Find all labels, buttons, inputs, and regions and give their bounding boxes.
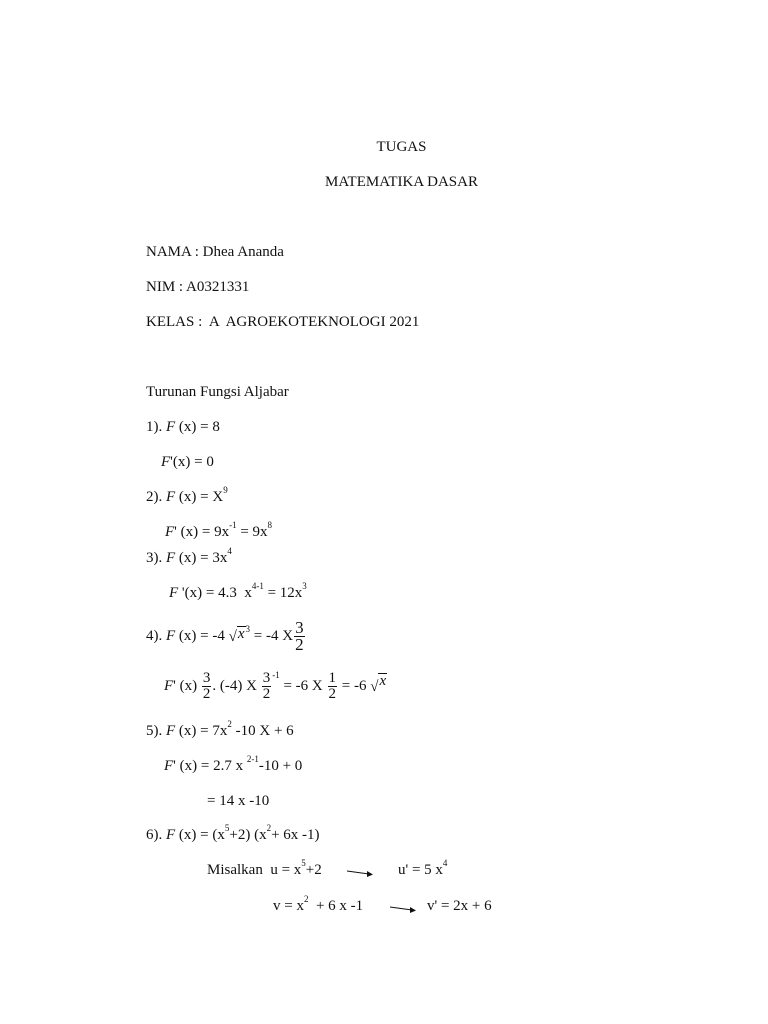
section-title: Turunan Fungsi Aljabar xyxy=(146,384,289,400)
student-nim: NIM : A0321331 xyxy=(146,279,250,295)
subtitle: MATEMATIKA DASAR xyxy=(325,174,478,190)
fraction: $\frac{3}{2}$ xyxy=(295,618,304,654)
student-class: KELAS : A AGROEKOTEKNOLOGI 2021 xyxy=(146,314,420,330)
problem-2: 2). F $(x) = X^9$ xyxy=(146,485,228,505)
substitution-u: Misalkan $u = x^5+2$ xyxy=(207,858,322,878)
problem-2-derivative: F' $(x) = 9x^{-1} = 9x^8$ xyxy=(165,520,273,540)
problem-4-derivative: F' (x) $\frac{3}{2}$ . (-4) X $\frac{3}{2}$ $^{-1}$ = -6 X $\frac{1}{2}$ = -6 √ x xyxy=(164,670,387,703)
student-name: NAMA : Dhea Ananda xyxy=(146,244,284,260)
title: TUGAS xyxy=(376,139,427,155)
substitution-v: $v = x^2 + 6$ x -1 xyxy=(273,894,364,914)
problem-5: 5). F $(x) = 7x^2$ -10 X + 6 xyxy=(146,719,294,739)
fraction: $\frac{3}{2}$ xyxy=(202,670,211,703)
square-root-icon: √ x xyxy=(370,672,387,695)
fraction: $\frac{1}{2}$ xyxy=(328,670,336,703)
arrow-right-icon xyxy=(388,902,418,914)
problem-6: 6). F $(x) = (x^5+2)$ ($x^2+ 6x$ -1) xyxy=(146,823,320,843)
problem-1-derivative: F'(x) = 0 xyxy=(161,454,214,470)
arrow-right-icon xyxy=(345,866,375,878)
u-prime: u' = 5 $x^4$ xyxy=(398,858,448,878)
v-prime: v' = 2x + 6 xyxy=(427,898,492,914)
problem-1: 1). F (x) = 8 xyxy=(146,419,220,435)
problem-5-result: = 14 x -10 xyxy=(207,793,270,809)
problem-4: 4). F (x) = -4 √ x $^3$ = -4 X $\frac{3}{2}$ xyxy=(146,618,304,654)
problem-3-derivative: F '(x) = 4.3 $x^{4-1} = 12x^3$ xyxy=(169,581,307,601)
problem-3: 3). F $(x) = 3x^4$ xyxy=(146,546,232,566)
problem-5-derivative: F' (x) = 2.7 x $^{2-1}$-10 + 0 xyxy=(164,754,303,774)
fraction: $\frac{3}{2}$ xyxy=(262,670,271,703)
square-root-icon: √ x xyxy=(228,625,245,645)
